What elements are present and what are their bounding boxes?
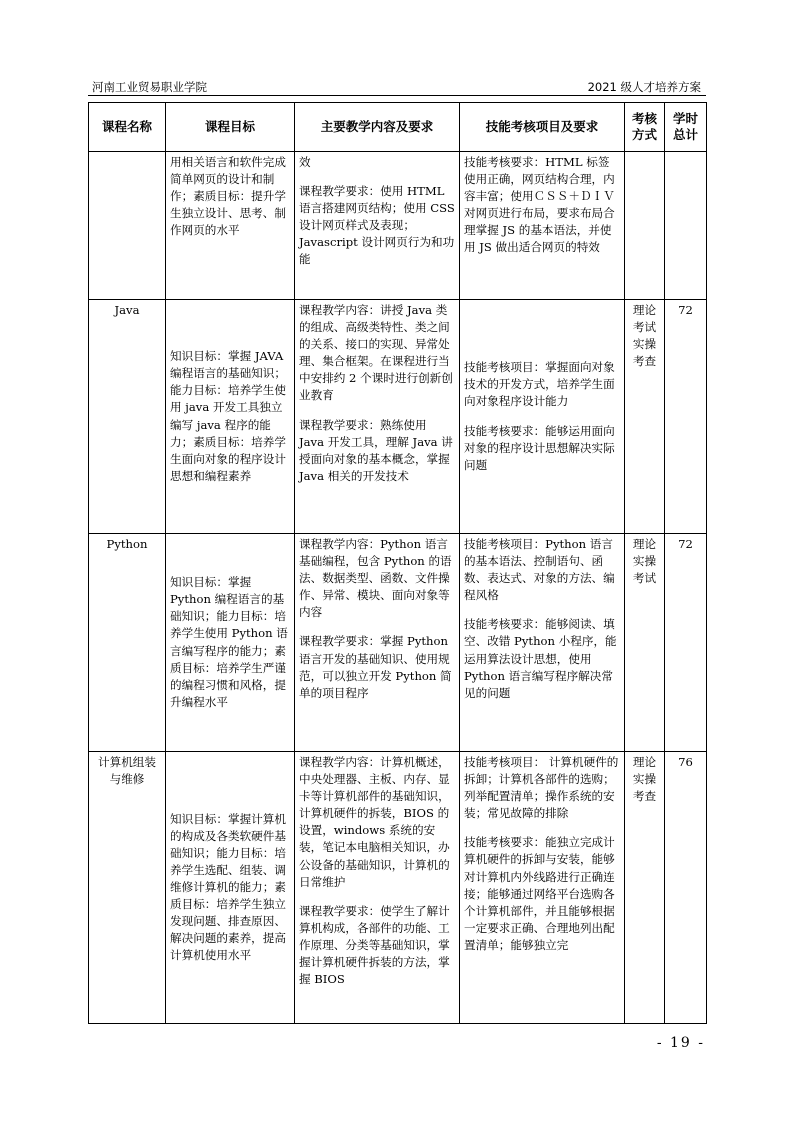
course-name: 计算机组装与维修 — [89, 752, 166, 1024]
header-institution: 河南工业贸易职业学院 — [92, 80, 207, 94]
table-row — [89, 752, 707, 1024]
course-goal: 知识目标：掌握 JAVA 编程语言的基础知识；能力目标：培养学生使用 java 开发工具独立编写 java 程序的能力；素质目标：培养学生面向对象的程序设计思想和编程素养 — [166, 300, 295, 534]
course-method: 理论实操考查 — [625, 752, 665, 1024]
course-hours: 76 — [665, 752, 707, 1024]
course-method — [625, 152, 665, 300]
col-header-course-name: 课程名称 — [89, 103, 166, 152]
course-content: 效 课程教学要求：使用 HTML 语言搭建网页结构；使用 CSS 设计网页样式及表现；Javascript 设计网页行为和功能 — [295, 152, 460, 300]
course-goal: 用相关语言和软件完成简单网页的设计和制作；素质目标：提升学生独立设计、思考、制作网页的水平 — [166, 152, 295, 300]
table-row — [89, 300, 707, 534]
course-name — [89, 152, 166, 300]
course-goal: 知识目标：掌握计算机的构成及各类软硬件基础知识；能力目标：培养学生选配、组装、调维修计算机的能力；素质目标：培养学生独立发现问题、排查原因、解决问题的素养，提高计算机使用水平 — [166, 752, 295, 1024]
col-header-content: 主要教学内容及要求 — [295, 103, 460, 152]
course-content: 课程教学内容：计算机概述，中央处理器、主板、内存、显卡等计算机部件的基础知识，计算机硬件的拆装，BIOS 的设置，windows 系统的安装，笔记本电脑相关知识，办公设备的基础知识，计算机的日常维护 课程教学要求：使学生了解计算机构成，各部件的功能、工作原理、分类等基础知识，掌握计算机硬件拆装的方法，掌握 BIOS — [295, 752, 460, 1024]
course-content: 课程教学内容：Python 语言基础编程，包含 Python 的语法、数据类型、函数、文件操作、异常、模块、面向对象等内容 课程教学要求：掌握 Python 语言开发的基础知识、使用规范，可以独立开发 Python 简单的项目程序 — [295, 534, 460, 752]
header-rule — [88, 95, 706, 96]
course-hours: 72 — [665, 534, 707, 752]
course-skill: 技能考核项目：掌握面向对象技术的开发方式，培养学生面向对象程序设计能力 技能考核要求：能够运用面向对象的程序设计思想解决实际问题 — [460, 300, 625, 534]
course-goal: 知识目标：掌握 Python 编程语言的基础知识；能力目标：培养学生使用 Python 语言编写程序的能力；素质目标：培养学生严谨的编程习惯和风格，提升编程水平 — [166, 534, 295, 752]
course-name: Java — [89, 300, 166, 534]
course-content: 课程教学内容：讲授 Java 类的组成、高级类特性、类之间的关系、接口的实现、异常处理、集合框架。在课程进行当中安排约 2 个课时进行创新创业教育 课程教学要求：熟练使用 Java 开发工具，理解 Java 讲授面向对象的基本概念，掌握 Java 相关的开发技术 — [295, 300, 460, 534]
col-header-course-goal: 课程目标 — [166, 103, 295, 152]
table-row — [89, 152, 707, 300]
course-table — [88, 102, 707, 1024]
course-hours: 72 — [665, 300, 707, 534]
col-header-skill: 技能考核项目及要求 — [460, 103, 625, 152]
course-skill: 技能考核项目： 计算机硬件的拆卸；计算机各部件的选购；列举配置清单；操作系统的安装；常见故障的排除 技能考核要求：能独立完成计算机硬件的拆卸与安装，能够对计算机内外线路进行正确连接；能够通过网络平台选购各个计算机部件，并且能够根据一定要求正确、合理地列出配置清单；能够独立完 — [460, 752, 625, 1024]
page-number: - 19 - — [656, 1035, 705, 1051]
header-doc-title: 2021 级人才培养方案 — [587, 80, 701, 94]
course-method: 理论考试实操考查 — [625, 300, 665, 534]
course-hours — [665, 152, 707, 300]
table-row — [89, 534, 707, 752]
course-name: Python — [89, 534, 166, 752]
table-header-row — [89, 103, 707, 152]
course-skill: 技能考核要求：HTML 标签使用正确，网页结构合理，内容丰富；使用ＣＳＳ＋ＤＩＶ对网页进行布局，要求布局合理掌握 JS 的基本语法，并使用 JS 做出适合网页的特效 — [460, 152, 625, 300]
col-header-method: 考核方式 — [625, 103, 665, 152]
col-header-hours: 学时总计 — [665, 103, 707, 152]
course-method: 理论实操考试 — [625, 534, 665, 752]
course-skill: 技能考核项目：Python 语言的基本语法、控制语句、函数、表达式、对象的方法、编程风格 技能考核要求：能够阅读、填空、改错 Python 小程序，能运用算法设计思想，使用 Python 语言编写程序解决常见的问题 — [460, 534, 625, 752]
